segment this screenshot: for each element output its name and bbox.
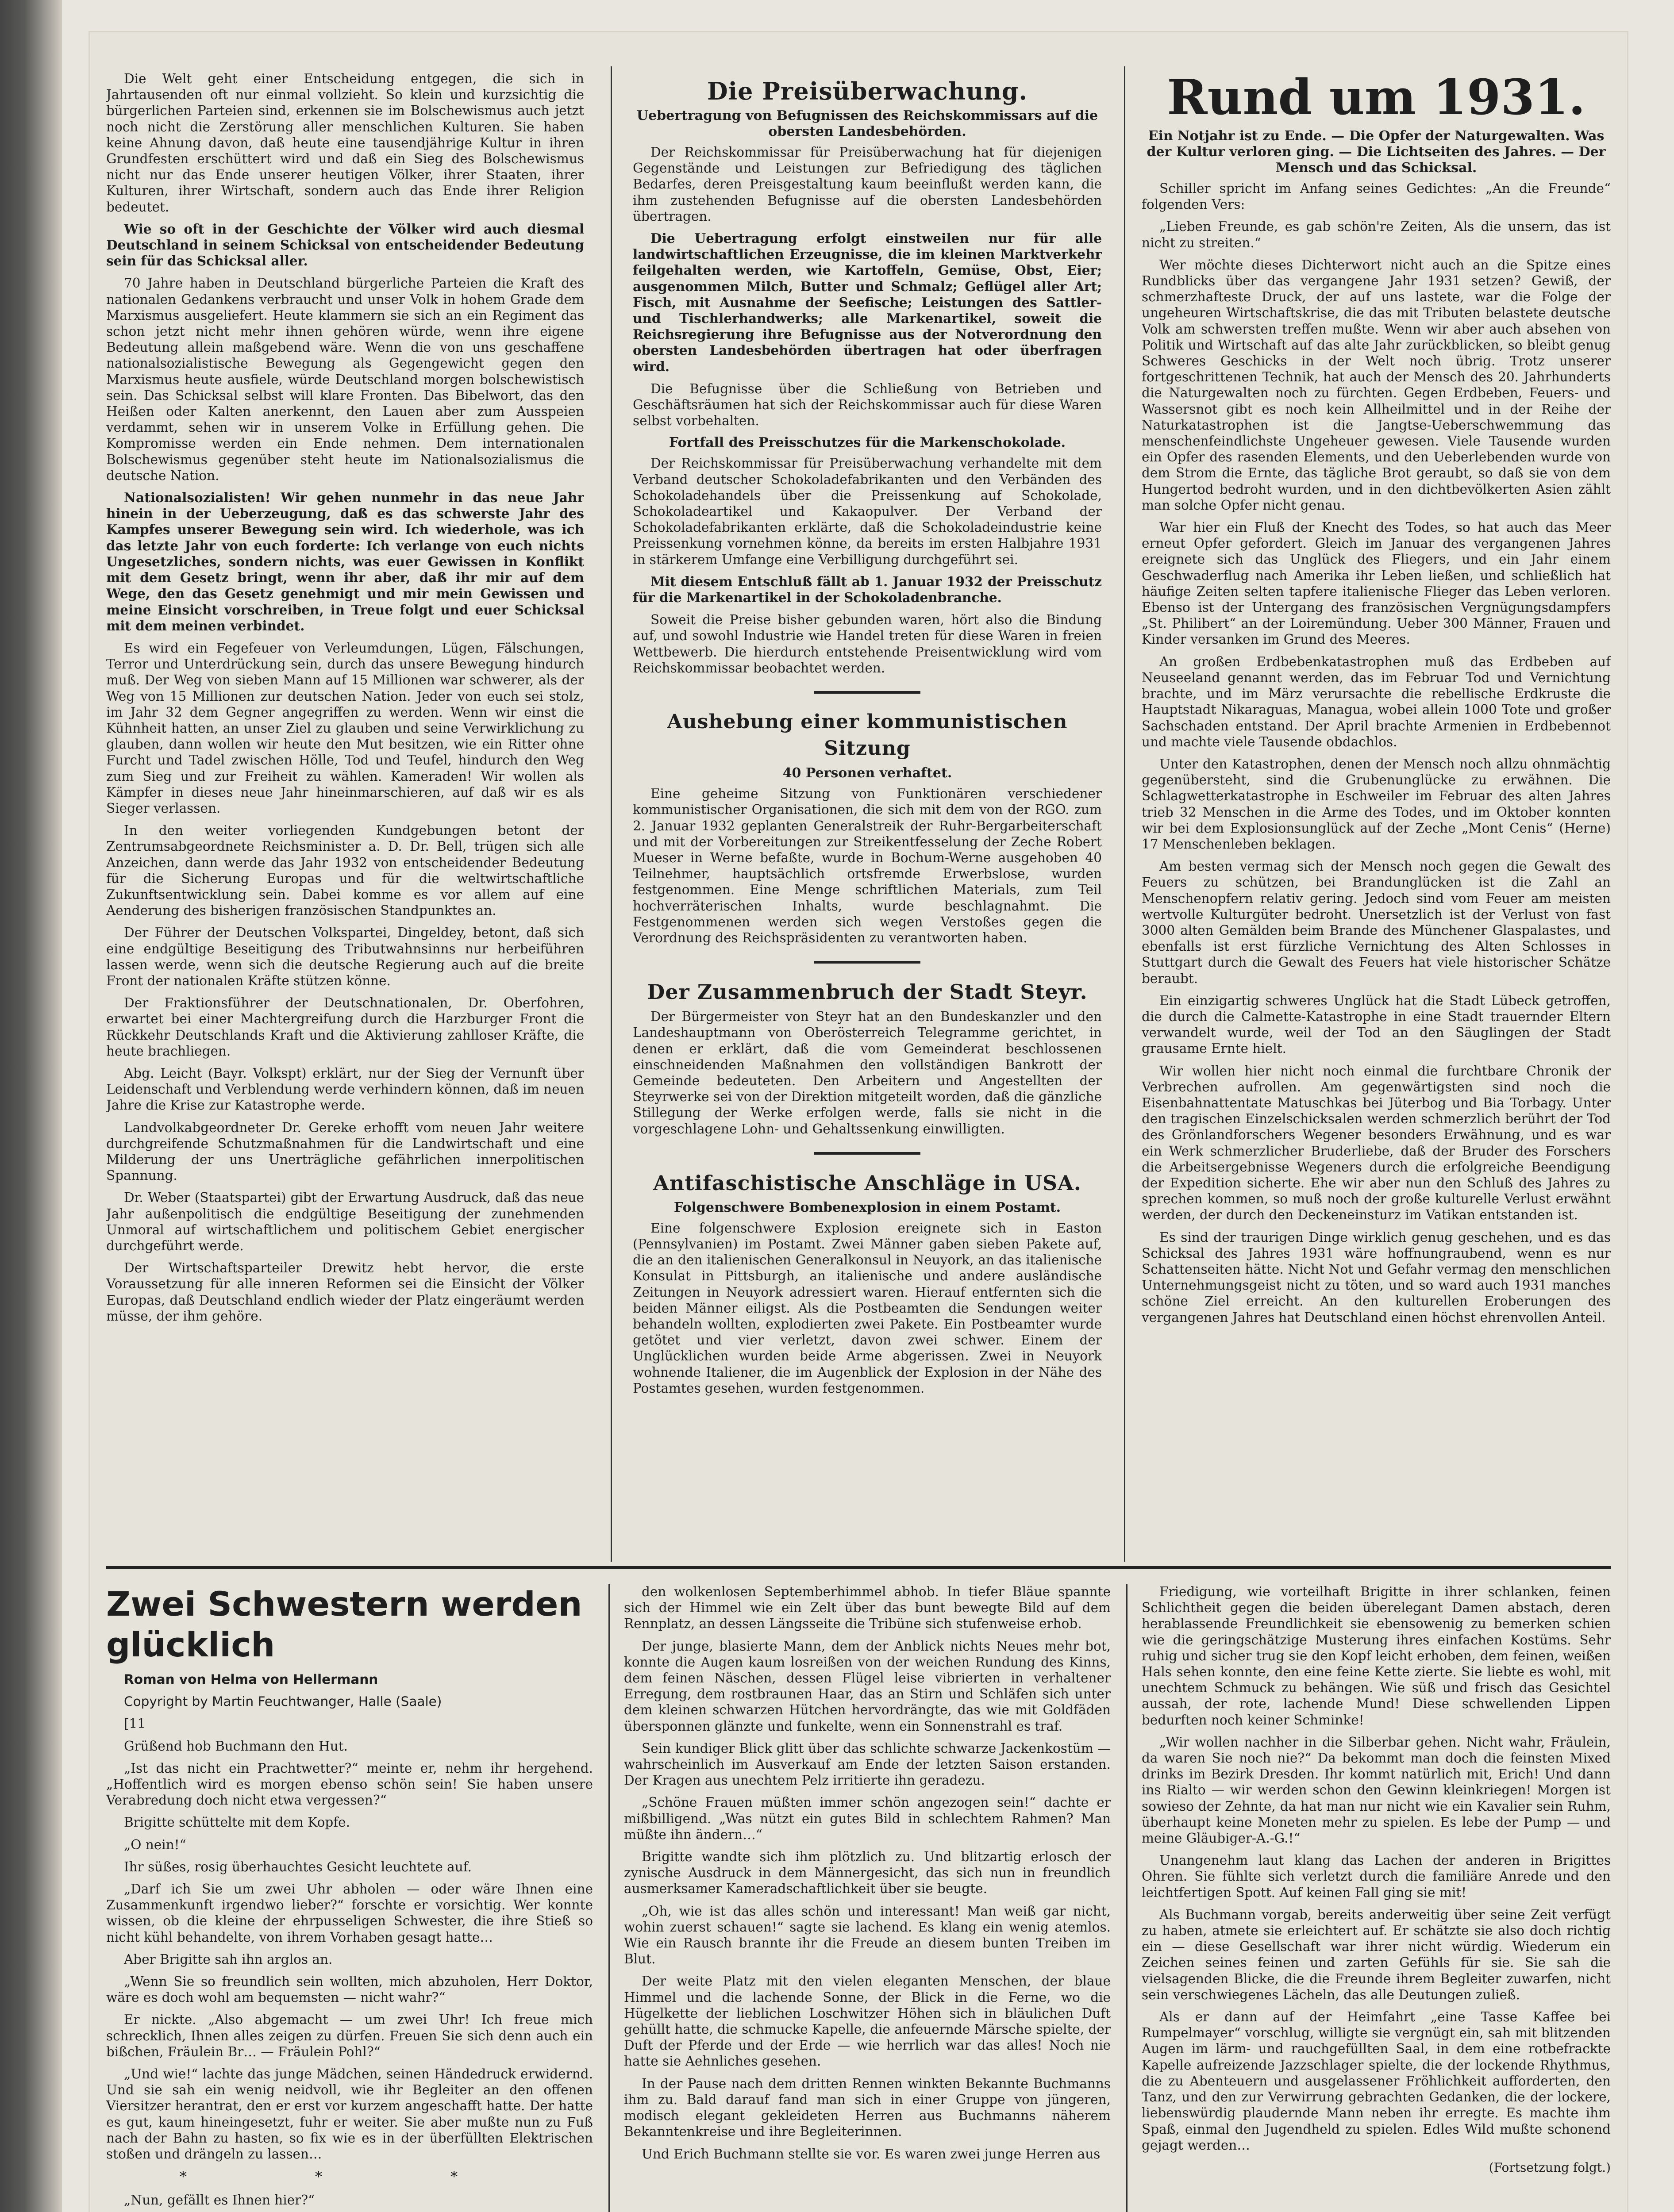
paragraph: Als Buchmann vorgab, bereits anderweitig über seine Zeit verfügt zu haben, atmete sie erleichtert auf. Er schätzte sie also doch richtig ein — diese Gesellschaft war ihrer nicht würdig. Wiederum ein Zeichen seines feinen und zarten Gefühls für sie. Sie sah die vielsagenden Blicke, die die Freunde ihrem Begleiter zuwarfen, nicht sein verschwiegenes Lächeln, das alle Deutungen zuließ.: [1142, 1907, 1611, 2002]
column-rule-1: [611, 66, 612, 1562]
paragraph: Die Befugnisse über die Schließung von Betrieben und Geschäftsräumen hat sich der Reichskommissar auch für diese Waren selbst vorbehalten.: [633, 381, 1102, 429]
book-binding: [0, 0, 62, 2212]
newspaper-page: [89, 31, 1628, 2212]
paragraph: Es wird ein Fegefeuer von Verleumdungen, Lügen, Fälschungen, Terror und Unterdrückung sein, durch das unsere Bewegung hindurch muß. Der Weg von sieben Mann auf 15 Millionen war schwerer, als der Weg von 15 Millionen zur deutschen Nation. Jeder von euch sei stolz, im Jahr 32 dem Gegner angegriffen zu werden. Wenn wir einst die Kühnheit hatten, an unser Ziel zu glauben und seine Verwirklichung zu glauben, dann wollen wir heute den Mut besitzen, wie ein Ritter ohne Furcht und Tadel zwischen Hölle, Tod und Teufel, hindurch den Weg zum Sieg und zur Freiheit zu wählen. Kameraden! Wir wollen als Kämpfer in dieses neue Jahr hineinmarschieren, auf daß wir es als Sieger verlassen.: [106, 640, 584, 816]
novel-copyright: Copyright by Martin Feuchtwanger, Halle (Saale): [124, 1694, 442, 1709]
paragraph: „Schöne Frauen müßten immer schön angezogen sein!“ dachte er mißbilligend. „Was nützt ein gutes Bild in schlechtem Rahmen? Man müßte ihn ändern…“: [624, 1795, 1111, 1842]
paragraph: „Lieben Freunde, es gab schön're Zeiten, Als die unsern, das ist nicht zu streiten.“: [1142, 219, 1611, 250]
paragraph: Brigitte schüttelte mit dem Kopfe.: [124, 1815, 350, 1830]
paragraph: Der junge, blasierte Mann, dem der Anblick nichts Neues mehr bot, konnte die Augen kaum losreißen von der weichen Rundung des Kinns, dem feinen Näschen, dessen Flügel leise vibrierten in verhaltener Erregung, dem rostbraunen Haar, das an Stirn und Schläfen sich unter dem kleinen schwarzen Hütchen hervordrängte, das wie mit Goldfäden übersponnen glänzte und funkelte, wenn ein Sonnenstrahl es traf.: [624, 1638, 1111, 1734]
novel-text-b: [624, 1584, 1111, 2162]
paragraph: Der weite Platz mit den vielen eleganten Menschen, der blaue Himmel und die lachende Sonne, der Blick in die Ferne, wo die Hügelkette der lieblichen Loschwitzer Höhen sich in bläulichen Duft gehüllt hatte, die schmucke Kapelle, die anfeuernde Märsche spielte, der Duft der Pferde und der Erde — wie herrlich war das alles! Noch nie hatte sie Aehnliches gesehen.: [624, 1974, 1111, 2069]
article-communist-meeting: [633, 786, 1102, 946]
column-politics-body: [106, 71, 584, 1324]
paragraph: Der Bürgermeister von Steyr hat an den Bundeskanzler und den Landeshauptmann von Oberösterreich Telegramme gerichtet, in denen er erklärt, daß die vom Gemeinderat beschlossenen einschneidenden Maßnahmen den vollständigen Bankrott der Gemeinde bedeuteten. Den Arbeitern und Angestellten der Steyrwerke sei von der Direktion mitgeteilt worden, daß die gänzliche Stillegung der Werke erfolgen werde, falls sie nicht in die vorgeschlagene Lohn- und Gehaltssenkung einwilligten.: [633, 1009, 1102, 1137]
paragraph: Der Wirtschaftsparteiler Drewitz hebt hervor, die erste Voraussetzung für alle inneren Reformen sei die Einsicht der Völker Europas, daß Deutschland endlich wieder der Platz eingeräumt werden müsse, der ihm gehöre.: [106, 1260, 584, 1324]
subhead-usa-attacks: Folgenschwere Bombenexplosion in einem Postamt.: [673, 1199, 1061, 1215]
paragraph: Aber Brigitte sah ihn arglos an.: [124, 1951, 333, 1967]
subhead-price-control: Uebertragung von Befugnissen des Reichskommissars auf die obersten Landesbehörden.: [636, 108, 1098, 139]
continuation-note: (Fortsetzung folgt.): [1489, 2160, 1611, 2175]
separator: [814, 961, 920, 964]
paragraph: Mit diesem Entschluß fällt ab 1. Januar 1932 der Preisschutz für die Markenartikel in der Schokoladenbranche.: [633, 573, 1102, 606]
headline-usa-attacks: Antifaschistische Anschläge in USA.: [653, 1171, 1081, 1195]
article-steyr: [633, 1009, 1102, 1137]
paragraph: War hier ein Fluß der Knecht des Todes, so hat auch das Meer erneut Opfer gefordert. Gleich im Januar des vergangenen Jahres ereignete sich das Unglück des Fliegers, und ein Jahr einem Geschwaderflug nach Amerika ihr Leben ließen, und schließlich hat häufige Zeiten selten tapfere italienische Flieger das Leben verloren. Ebenso ist der Untergang des französischen Vergnügungsdampfers „St. Philibert“ an der Loiremündung. Ueber 300 Männer, Frauen und Kinder versanken im Grund des Meeres.: [1142, 520, 1611, 647]
column-rule-4: [1126, 1584, 1128, 2212]
paragraph: Am besten vermag sich der Mensch noch gegen die Gewalt des Feuers zu schützen, bei Brandunglücken ist die Zahl an Menschenopfern relativ gering. Jedoch sind vom Feuer am meisten wertvolle Kulturgüter bedroht. Unersetzlich ist der Verlust von fast 3000 alten Gemälden beim Brande des Münchener Glaspalastes, und ebenfalls ist erst fürzliche Vernichtung des Alten Schlosses in Stuttgart durch die Gewalt des Feuers hat viele historischer Schätze beraubt.: [1142, 859, 1611, 986]
paragraph: An großen Erdbebenkatastrophen muß das Erdbeben auf Neuseeland genannt werden, das im Februar Tod und Vernichtung brachte, und im März verursachte die rebellische Erdkruste die Hauptstadt Nikaraguas, Managua, wobei allein 1000 Tote und großer Sachschaden entstand. Der April brachte Armenien in Erdbebennot und machte viele Tausende obdachlos.: [1142, 654, 1611, 749]
paragraph: Wir wollen hier nicht noch einmal die furchtbare Chronik der Verbrechen aufrollen. Am gegenwärtigsten sind noch die Eisenbahnattentate Matuschkas bei Jüterbog und Bia Torbagy. Unter den tragischen Einzelschicksalen werden schmerzlich berührt der Tod des Grönlandforschers Wegener besonders Erwähnung, und es war ein Werk schmerzlicher Bruderliebe, daß der Bruder des Forschers die Arbeitsergebnisse Wegeners durch die erfolgreiche Beendigung der Expedition sicherte. Ehe wir aber nun den Schluß des Jahres zu sprechen kommen, so muß noch der große kulturelle Verlust erwähnt werden, der durch den Deckeneinsturz im Vatikan entstanden ist.: [1142, 1063, 1611, 1223]
paragraph: Wer möchte dieses Dichterwort nicht auch an die Spitze eines Rundblicks über das vergangene Jahr 1931 setzen? Gewiß, der schmerzhafteste Druck, der auf uns lastete, war die Folge der ungeheuren Wirtschaftskrise, die das mit Tributen belastete deutsche Volk am schwersten treffen mußte. Wenn wir aber auch absehen von Politik und Wirtschaft auf das alte Jahr zurückblicken, so bleibt genug Schweres Geschicks in der Welt noch übrig. Trotz unserer fortgeschrittenen Technik, hat auch der Mensch des 20. Jahrhunderts die Naturgewalten noch zu fürchten. Gegen Erdbeben, Feuers- und Wassersnot gibt es noch kein Allheilmittel und in der Reihe der Naturkatastrophen ist die Jangtse-Ueberschwemmung das menschenfeindlichste Ungeheuer gewesen. Viele Tausende wurden ein Opfer des rasenden Elements, und den Ueberlebenden wurde von dem Strom die Ernte, das tägliche Brot geraubt, so daß sie von dem Hungertod bedroht wurden, und in den dichtbevölkerten Asien zählt man solche Opfer nicht genau.: [1142, 257, 1611, 513]
headline-communist-meeting: Aushebung einer kommunistischen Sitzung: [667, 710, 1068, 760]
article-price-control: [633, 144, 1102, 429]
paragraph: Eine folgenschwere Explosion ereignete sich in Easton (Pennsylvanien) im Postamt. Zwei Männer gaben sieben Pakete auf, die an den italienischen Generalkonsul in Neuyork, an das italienische Konsulat in Pittsburgh, an italienische und andere ausländische Zeitungen in Neuyork adressiert waren. Hierauf entfernten sich die beiden Männer eiligst. Als die Postbeamten die Sendungen weiter behandeln wollten, explodierten zwei Pakete. Ein Postbeamter wurde getötet und vier verletzt, davon zwei schwer. Einem der Unglücklichen wurden beide Arme abgerissen. Zwei in Neuyork wohnende Italiener, die im Augenblick der Explosion in der Nähe des Postamtes gesehen, wurden festgenommen.: [633, 1220, 1102, 1396]
article-year-review: [1142, 180, 1611, 1325]
paragraph: „O nein!“: [124, 1837, 186, 1852]
paragraph: „Und wie!“ lachte das junge Mädchen, seinen Händedruck erwidernd. Und sie sah ein wenig neidvoll, wie ihr Begleiter an den offenen Viersitzer herantrat, den er erst vor kurzem angeschafft hatte. Der hatte es gut, kaum hineingesetzt, fuhr er weiter. Sie aber mußte nun zu Fuß nach der Bahn zu hasten, so fix wie es in der überfüllten Elektrischen stoßen und drängeln zu lassen…: [106, 2066, 593, 2162]
column-politics: [106, 71, 584, 1562]
paragraph: In den weiter vorliegenden Kundgebungen betont der Zentrumsabgeordnete Reichsminister a. D. Dr. Bell, trügen sich alle Anzeichen, dann werde das Jahr 1932 von entscheidender Bedeutung für die Sicherung Europas und für die weltwirtschaftliche Zukunftsentwicklung sein. Dabei komme es vor allem auf eine Aenderung des bisherigen französischen Standpunktes an.: [106, 823, 584, 918]
separator: [814, 691, 920, 694]
section-rule: [106, 1566, 1611, 1569]
paragraph: Brigitte wandte sich ihm plötzlich zu. Und blitzartig erlosch der zynische Ausdruck in dem Männergesicht, das sich nun in freundlich ausmerksamer Kameradschaftlichkeit über sie beugte.: [624, 1849, 1111, 1897]
paragraph: „Oh, wie ist das alles schön und interessant! Man weiß gar nicht, wohin zuerst schauen!“ sagte sie lachend. Es klang ein wenig atemlos. Wie ein Rausch brannte ihr die Freude an diesem bunten Treiben im Blut.: [624, 1903, 1111, 1967]
paragraph: „Nun, gefällt es Ihnen hier?“: [124, 2193, 315, 2208]
paragraph: Dr. Weber (Staatspartei) gibt der Erwartung Ausdruck, daß das neue Jahr außenpolitisch die endgültige Beseitigung der zunehmenden Unmoral auf wirtschaftlichem und politischem Gebiet energischer durchgeführt werde.: [106, 1190, 584, 1254]
paragraph: Der Fraktionsführer der Deutschnationalen, Dr. Oberfohren, erwartet bei einer Machtergreifung durch die Harzburger Front die Rückkehr Deutschlands Kraft und die Aktivierung zahlloser Kräfte, die heute brachliegen.: [106, 995, 584, 1059]
paragraph: 70 Jahre haben in Deutschland bürgerliche Parteien die Kraft des nationalen Gedankens verbraucht und unser Volk in hohem Grade dem Marxismus ausgeliefert. Heute klammern sie sich an ein Regiment das schon jetzt nicht mehr ihnen gehören würde, wenn ihre eigene Bedeutung allein maßgebend wäre. Wenn die von uns geschaffene nationalsozialistische Bewegung als Gegengewicht gegen den Marxismus heute ausfiele, würde Deutschland morgen bolschewistisch sein. Das Schicksal selbst will klare Fronten. Das Bibelwort, das den Heißen oder Kalten anerkennt, den Lauen aber zum Ausspeien verdammt, sehen wir in unserem Volke in Erfüllung gehen. Die Kompromisse werden ein Ende nehmen. Dem internationalen Bolschewismus gegenüber steht heute im Nationalsozialismus die deutsche Nation.: [106, 276, 584, 483]
paragraph: Die Welt geht einer Entscheidung entgegen, die sich in Jahrtausenden oft nur einmal vollzieht. So klein und kurzsichtig die bürgerlichen Parteien sind, erkennen sie im Bolschewismus auch jetzt noch nicht die Zerstörung aller menschlichen Kulturen. Sie haben keine Ahnung davon, daß heute eine tausendjährige Kultur in ihren Grundfesten erschüttert wird und daß ein Sieg des Bolschewismus nicht nur das Ende unserer heutigen Völker, ihrer Staaten, ihrer Kulturen, ihrer Wirtschaft, sondern auch das Ende ihrer Religion bedeutet.: [106, 71, 584, 215]
paragraph: Es sind der traurigen Dinge wirklich genug geschehen, und es das Schicksal des Jahres 1931 wäre hoffnungraubend, wenn es nur Schattenseiten hätte. Nicht Not und Gefahr vermag den menschlichen Unternehmungsgeist nicht zu töten, und so ward auch 1931 manches schöne Ziel erreicht. An den kulturellen Eroberungen des vergangenen Jahres hat Deutschland einen höchst ehrenvollen Anteil.: [1142, 1229, 1611, 1325]
paragraph: Grüßend hob Buchmann den Hut.: [124, 1738, 348, 1754]
paragraph: Und Erich Buchmann stellte sie vor. Es waren zwei junge Herren aus: [642, 2146, 1101, 2162]
novel-title: Zwei Schwestern werden glücklich: [106, 1584, 582, 1664]
paragraph: Landvolkabgeordneter Dr. Gereke erhofft vom neuen Jahr weitere durchgreifende Schutzmaßnahmen für die Landwirtschaft und eine Milderung der uns Unerträgliche gefährlichen innerpolitischen Spannung.: [106, 1120, 584, 1183]
paragraph: Soweit die Preise bisher gebunden waren, hört also die Bindung auf, und sowohl Industrie wie Handel treten für diese Waren in freien Wettbewerb. Die hierdurch entstehende Preisentwicklung wird vom Reichskommissar beobachtet werden.: [633, 612, 1102, 676]
novel-byline: Roman von Helma von Hellermann: [124, 1672, 378, 1687]
novel-text-c: [1142, 1584, 1611, 2153]
paragraph: „Ist das nicht ein Prachtwetter?“ meinte er, nehm ihr hergehend. „Hoffentlich wird es morgen ebenso schön sein! Sie haben unsere Verabredung doch nicht etwa vergessen?“: [106, 1760, 593, 1808]
paragraph: Wie so oft in der Geschichte der Völker wird auch diesmal Deutschland in seinem Schicksal von entscheidender Bedeutung sein für das Schicksal aller.: [106, 221, 584, 269]
section-stars: * * *: [179, 2168, 520, 2185]
novel-column-a: [106, 1584, 593, 2212]
article-usa-attacks: [633, 1220, 1102, 1396]
novel-text-a-continued: [106, 2192, 593, 2212]
paragraph: Ein einzigartig schweres Unglück hat die Stadt Lübeck getroffen, die durch die Calmette-Katastrophe in eine Stadt trauernder Eltern verwandelt wurde, weil der Tod an den Säuglingen der Stadt grausame Ernte hielt.: [1142, 993, 1611, 1056]
paragraph: Er nickte. „Also abgemacht — um zwei Uhr! Ich freue mich schrecklich, Ihnen alles zeigen zu dürfen. Freuen Sie sich denn auch ein bißchen, Fräulein Br… — Fräulein Pohl?“: [106, 2012, 593, 2059]
column-news: [633, 71, 1102, 1562]
column-rule-3: [608, 1584, 610, 2212]
column-rule-2: [1124, 66, 1125, 1562]
paragraph: den wolkenlosen Septemberhimmel abhob. In tiefer Bläue spannte sich der Himmel wie ein Zelt über das bunt bewegte Bild auf dem Rennplatz, an dessen Längsseite die Tribüne sich stufenweise erhob.: [624, 1584, 1111, 1632]
headline-steyr: Der Zusammenbruch der Stadt Steyr.: [647, 980, 1088, 1004]
paragraph: Der Reichskommissar für Preisüberwachung hat für diejenigen Gegenstände und Leistungen zur Befriedigung des täglichen Bedarfes, deren Preisgestaltung kaum beeinflußt werden kann, die ihm zustehenden Befugnisse auf die obersten Landesbehörden übertragen.: [633, 145, 1102, 224]
paragraph: Ihr süßes, rosig überhauchtes Gesicht leuchtete auf.: [124, 1859, 472, 1874]
headline-year-review: Rund um 1931.: [1167, 71, 1585, 126]
paragraph: „Wenn Sie so freundlich sein wollten, mich abzuholen, Herr Doktor, wäre es doch wohl am bequemsten — nicht wahr?“: [106, 1974, 593, 2005]
paragraph: „Wir wollen nachher in die Silberbar gehen. Nicht wahr, Fräulein, da waren Sie noch nie?“ Da bekommt man doch die feinsten Mixed drinks im Bezirk Dresden. Ihr kommt natürlich mit, Erich! Und dann ins Rialto — wir werden schon den Gewinn kleinkriegen! Morgen ist sowieso der Zehnte, da hat man nur nicht wie ein Kavalier sein Ruhm, überhaupt keine Moneten mehr zu spielen. Es lebe der Pump — und meine Gläubiger-A.-G.!“: [1142, 1734, 1611, 1846]
novel-column-b: [624, 1584, 1111, 2212]
paragraph: Der Führer der Deutschen Volkspartei, Dingeldey, betont, daß sich eine endgültige Beseitigung des Tributwahnsinns nur herbeiführen lassen werde, wenn sich die deutsche Regierung auch auf die breite Front der nationalen Kräfte stützen könne.: [106, 925, 584, 988]
paragraph: In der Pause nach dem dritten Rennen winkten Bekannte Buchmanns ihm zu. Bald darauf fand man sich in einer Gruppe von jüngeren, modisch elegant gekleideten Herren aus Buchmanns näherem Bekanntenkreise und ihre Begleiterinnen.: [624, 2076, 1111, 2139]
paragraph: Nationalsozialisten! Wir gehen nunmehr in das neue Jahr hinein in der Ueberzeugung, daß es das schwerste Jahr des Kampfes unserer Bewegung sein wird. Ich wiederhole, was ich das letzte Jahr von euch forderte: Ich verlange von euch nichts Ungesetzliches, sondern nichts, was euer Gewissen in Konflikt mit dem Gesetz bringt, wenn ihr aber, daß ihr mir auf dem Wege, den das Gesetz genehmigt und mir mein Gewissen und meine Einsicht vorschreiben, in Treue folgt und euer Schicksal mit dem meinen verbindet.: [106, 490, 584, 634]
paragraph: Friedigung, wie vorteilhaft Brigitte in ihrer schlanken, feinen Schlichtheit gegen die beiden überelegant Damen abstach, deren herablassende Freundlichkeit sie ebensowenig zu bemerken schien wie die geringschätzige Musterung ihres einfachen Kostüms. Sehr ruhig und sicher trug sie den Kopf leicht erhoben, dem feinen, weißen Hals sehen konnte, den eine feine Kette zierte. Sie liebte es wohl, mit unechtem Schmuck zu behängen. Wie süß und frisch das Gesichtel aussah, der rote, lachende Mund! Diese schwellenden Lippen bedurften noch keiner Schminke!: [1142, 1584, 1611, 1728]
paragraph: Schiller spricht im Anfang seines Gedichtes: „An die Freunde“ folgenden Vers:: [1142, 181, 1611, 212]
paragraph: Abg. Leicht (Bayr. Volkspt) erklärt, nur der Sieg der Vernunft über Leidenschaft und Verblendung werde verhindern können, daß im neuen Jahre die Krise zur Katastrophe werde.: [106, 1065, 584, 1113]
paragraph: Unter den Katastrophen, denen der Mensch noch allzu ohnmächtig gegenübersteht, sind die Grubenunglücke zu erwähnen. Die Schlagwetterkatastrophe in Eschweiler im Februar des alten Jahres trieb 32 Menschen in die Arme des Todes, und im Oktober konnten wir bei dem Explosionsunglück auf der Zeche „Mont Cenis“ (Herne) 17 Menschenleben beklagen.: [1142, 756, 1611, 852]
paragraph: Die Uebertragung erfolgt einstweilen nur für alle landwirtschaftlichen Erzeugnisse, die im kleinen Marktverkehr feilgehalten werden, wie Kartoffeln, Gemüse, Obst, Eier; ausgenommen Milch, Butter und Schmalz; Geflügel aller Art; Fisch, mit Ausnahme der Seefische; Leistungen des Sattler- und Tischlerhandwerks; alle Markenartikel, soweit die Reichsregierung ihre Befugnisse aus der Notverordnung den obersten Landesbehörden übertragen hat oder überfragen wird.: [633, 230, 1102, 374]
paragraph: Eine geheime Sitzung von Funktionären verschiedener kommunistischer Organisationen, die sich mit dem von der RGO. zum 2. Januar 1932 geplanten Generalstreik der Ruhr-Bergarbeiterschaft und mit der Vorbereitungen zur Streikentfesselung der Zeche Robert Mueser in Werne befaßte, wurde in Bochum-Werne ausgehoben 40 Teilnehmer, hauptsächlich ortsfremde Erwerbslose, wurden festgenommen. Eine Menge schriftlichen Materials, zum Teil hochverräterischen Inhalts, wurde beschlagnahmt. Die Festgenommenen werden sich wegen Verstoßes gegen die Verordnung des Reichspräsidenten zu verantworten haben.: [633, 786, 1102, 945]
separator: [814, 1152, 920, 1155]
subhead-year-review: Ein Notjahr ist zu Ende. — Die Opfer der Naturgewalten. Was der Kultur verloren ging. — Die Lichtseiten des Jahres. — Der Mensch und das Schicksal.: [1147, 128, 1606, 176]
novel-column-c: [1142, 1584, 1611, 2212]
headline-price-control: Die Preisüberwachung.: [707, 77, 1028, 105]
paragraph: Als er dann auf der Heimfahrt „eine Tasse Kaffee bei Rumpelmayer“ vorschlug, willigte sie vergnügt ein, sah mit blitzenden Augen im lärm- und rauchgefüllten Saal, in dem eine rotbefrackte Kapelle aufreizende Jazzschlager spielte, die der lockende Rhythmus, die zu Abenteuern und ausgelassener Fröhlichkeit aufforderten, den Tanz, und den zur Verwirrung gebrachten Gedanken, die der lockere, liebenswürdig plaudernde Mann neben ihr erregte. Es machte ihm Spaß, einmal den Jugendheld zu spielen. Edles Wild mußte schonend gejagt werden…: [1142, 2009, 1611, 2153]
paragraph: Sein kundiger Blick glitt über das schlichte schwarze Jackenkostüm — wahrscheinlich im Ausverkauf am Ende der letzten Saison erstanden. Der Kragen aus unechtem Pelz irritierte ihn geradezu.: [624, 1740, 1111, 1788]
paragraph: Unangenehm laut klang das Lachen der anderen in Brigittes Ohren. Sie fühlte sich verletzt durch die familiäre Anrede und den leichtfertigen Spott. Auf keinen Fall ging sie mit!: [1142, 1853, 1611, 1900]
article-chocolate: [633, 455, 1102, 676]
novel-instalment: [11: [124, 1716, 146, 1732]
subhead-chocolate: Fortfall des Preisschutzes für die Markenschokolade.: [669, 435, 1066, 451]
novel-text-a: [106, 1738, 593, 2162]
paragraph: „Darf ich Sie um zwei Uhr abholen — oder wäre Ihnen eine Zusammenkunft irgendwo lieber?“ forschte er vorsichtig. Wer konnte wissen, ob die kleine der ehrpusseligen Schwester, die ihre Stieß so nicht kühl behandelte, von ihrem Vorhaben gesagt hatte…: [106, 1882, 593, 1945]
column-year-review: [1142, 71, 1611, 1562]
subhead-communist-meeting: 40 Personen verhaftet.: [782, 765, 952, 781]
paragraph: Der Reichskommissar für Preisüberwachung verhandelte mit dem Verband deutscher Schokoladefabrikanten und den Verbänden des Schokoladehandels über die Preissenkung auf Schokolade, Schokoladeartikel und Kakaopulver. Der Verband der Schokoladefabrikanten erklärte, daß die Schokoladeindustrie keine Preissenkung vornehmen könne, da bereits im ersten Halbjahre 1931 in stärkerem Umfange eine Verbilligung durchgeführt sei.: [633, 456, 1102, 567]
